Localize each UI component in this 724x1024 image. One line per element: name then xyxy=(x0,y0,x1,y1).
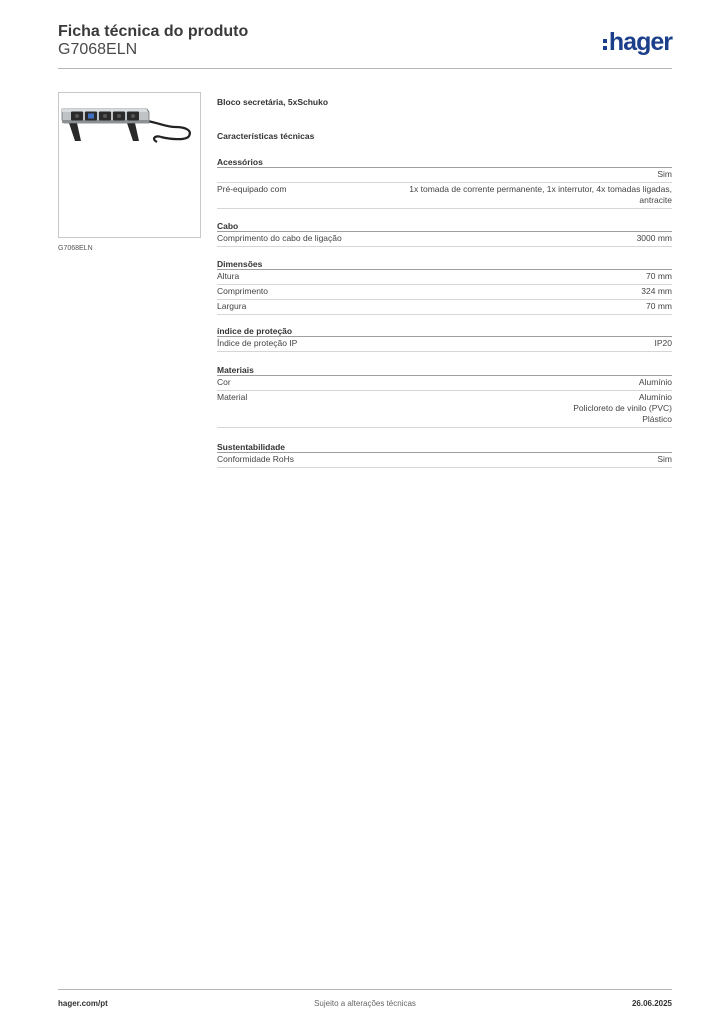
spec-value: 70 mm xyxy=(646,301,672,311)
spec-label: Pré-equipado com xyxy=(217,184,287,194)
spec-row xyxy=(217,337,672,352)
logo-text: hager xyxy=(608,28,672,56)
group-title: índice de proteção xyxy=(217,325,672,337)
spec-label: Índice de proteção IP xyxy=(217,338,298,348)
spec-label: Comprimento xyxy=(217,286,269,296)
footer-website-link[interactable]: hager.com/pt xyxy=(58,999,108,1008)
spec-row xyxy=(217,300,672,315)
spec-row xyxy=(217,168,672,183)
group-accessories xyxy=(217,156,672,209)
group-title: Sustentabilidade xyxy=(217,441,672,453)
spec-row xyxy=(217,232,672,247)
footer-date: 26.06.2025 xyxy=(631,999,672,1008)
spec-label: Cor xyxy=(217,377,231,387)
group-title: Materiais xyxy=(217,364,672,376)
spec-value: 3000 mm xyxy=(636,233,672,243)
group-title: Dimensões xyxy=(217,258,672,270)
product-name: Bloco secretária, 5xSchuko xyxy=(217,97,329,107)
group-protection-index xyxy=(217,325,672,352)
spec-row xyxy=(217,285,672,300)
spec-label: Material xyxy=(217,392,248,402)
group-materials xyxy=(217,364,672,428)
spec-value: 324 mm xyxy=(641,286,672,296)
product-code: G7068ELN xyxy=(58,41,138,58)
spec-value: Alumínio Policloreto de vinilo (PVC) Plástico xyxy=(573,392,672,424)
spec-label: Conformidade RoHs xyxy=(217,454,295,464)
section-heading: Características técnicas xyxy=(217,131,315,141)
spec-value: Alumínio xyxy=(638,377,672,387)
spec-label: Altura xyxy=(217,271,240,281)
spec-value: 70 mm xyxy=(646,271,672,281)
spec-value: 1x tomada de corrente permanente, 1x interrutor, 4x tomadas ligadas, antracite xyxy=(409,184,672,205)
spec-row xyxy=(217,391,672,428)
image-caption: G7068ELN xyxy=(58,245,93,252)
page-header xyxy=(58,22,672,69)
spec-row xyxy=(217,183,672,209)
page-footer xyxy=(58,989,672,1009)
hager-logo xyxy=(603,28,672,56)
product-image xyxy=(58,92,201,238)
spec-label: Largura xyxy=(217,301,247,311)
logo-dots-icon xyxy=(603,37,607,51)
spec-value: Sim xyxy=(657,169,672,179)
group-title: Acessórios xyxy=(217,156,672,168)
group-sustainability xyxy=(217,441,672,468)
footer-disclaimer: Sujeito a alterações técnicas xyxy=(314,999,416,1008)
power-strip-illustration xyxy=(59,93,200,237)
spec-row xyxy=(217,270,672,285)
group-dimensions xyxy=(217,258,672,315)
group-cable xyxy=(217,220,672,247)
spec-value: Sim xyxy=(657,454,672,464)
spec-row xyxy=(217,453,672,468)
spec-row xyxy=(217,376,672,391)
group-title: Cabo xyxy=(217,220,672,232)
document-title: Ficha técnica do produto xyxy=(58,23,249,40)
spec-label: Comprimento do cabo de ligação xyxy=(217,233,342,243)
spec-value: IP20 xyxy=(654,338,672,348)
